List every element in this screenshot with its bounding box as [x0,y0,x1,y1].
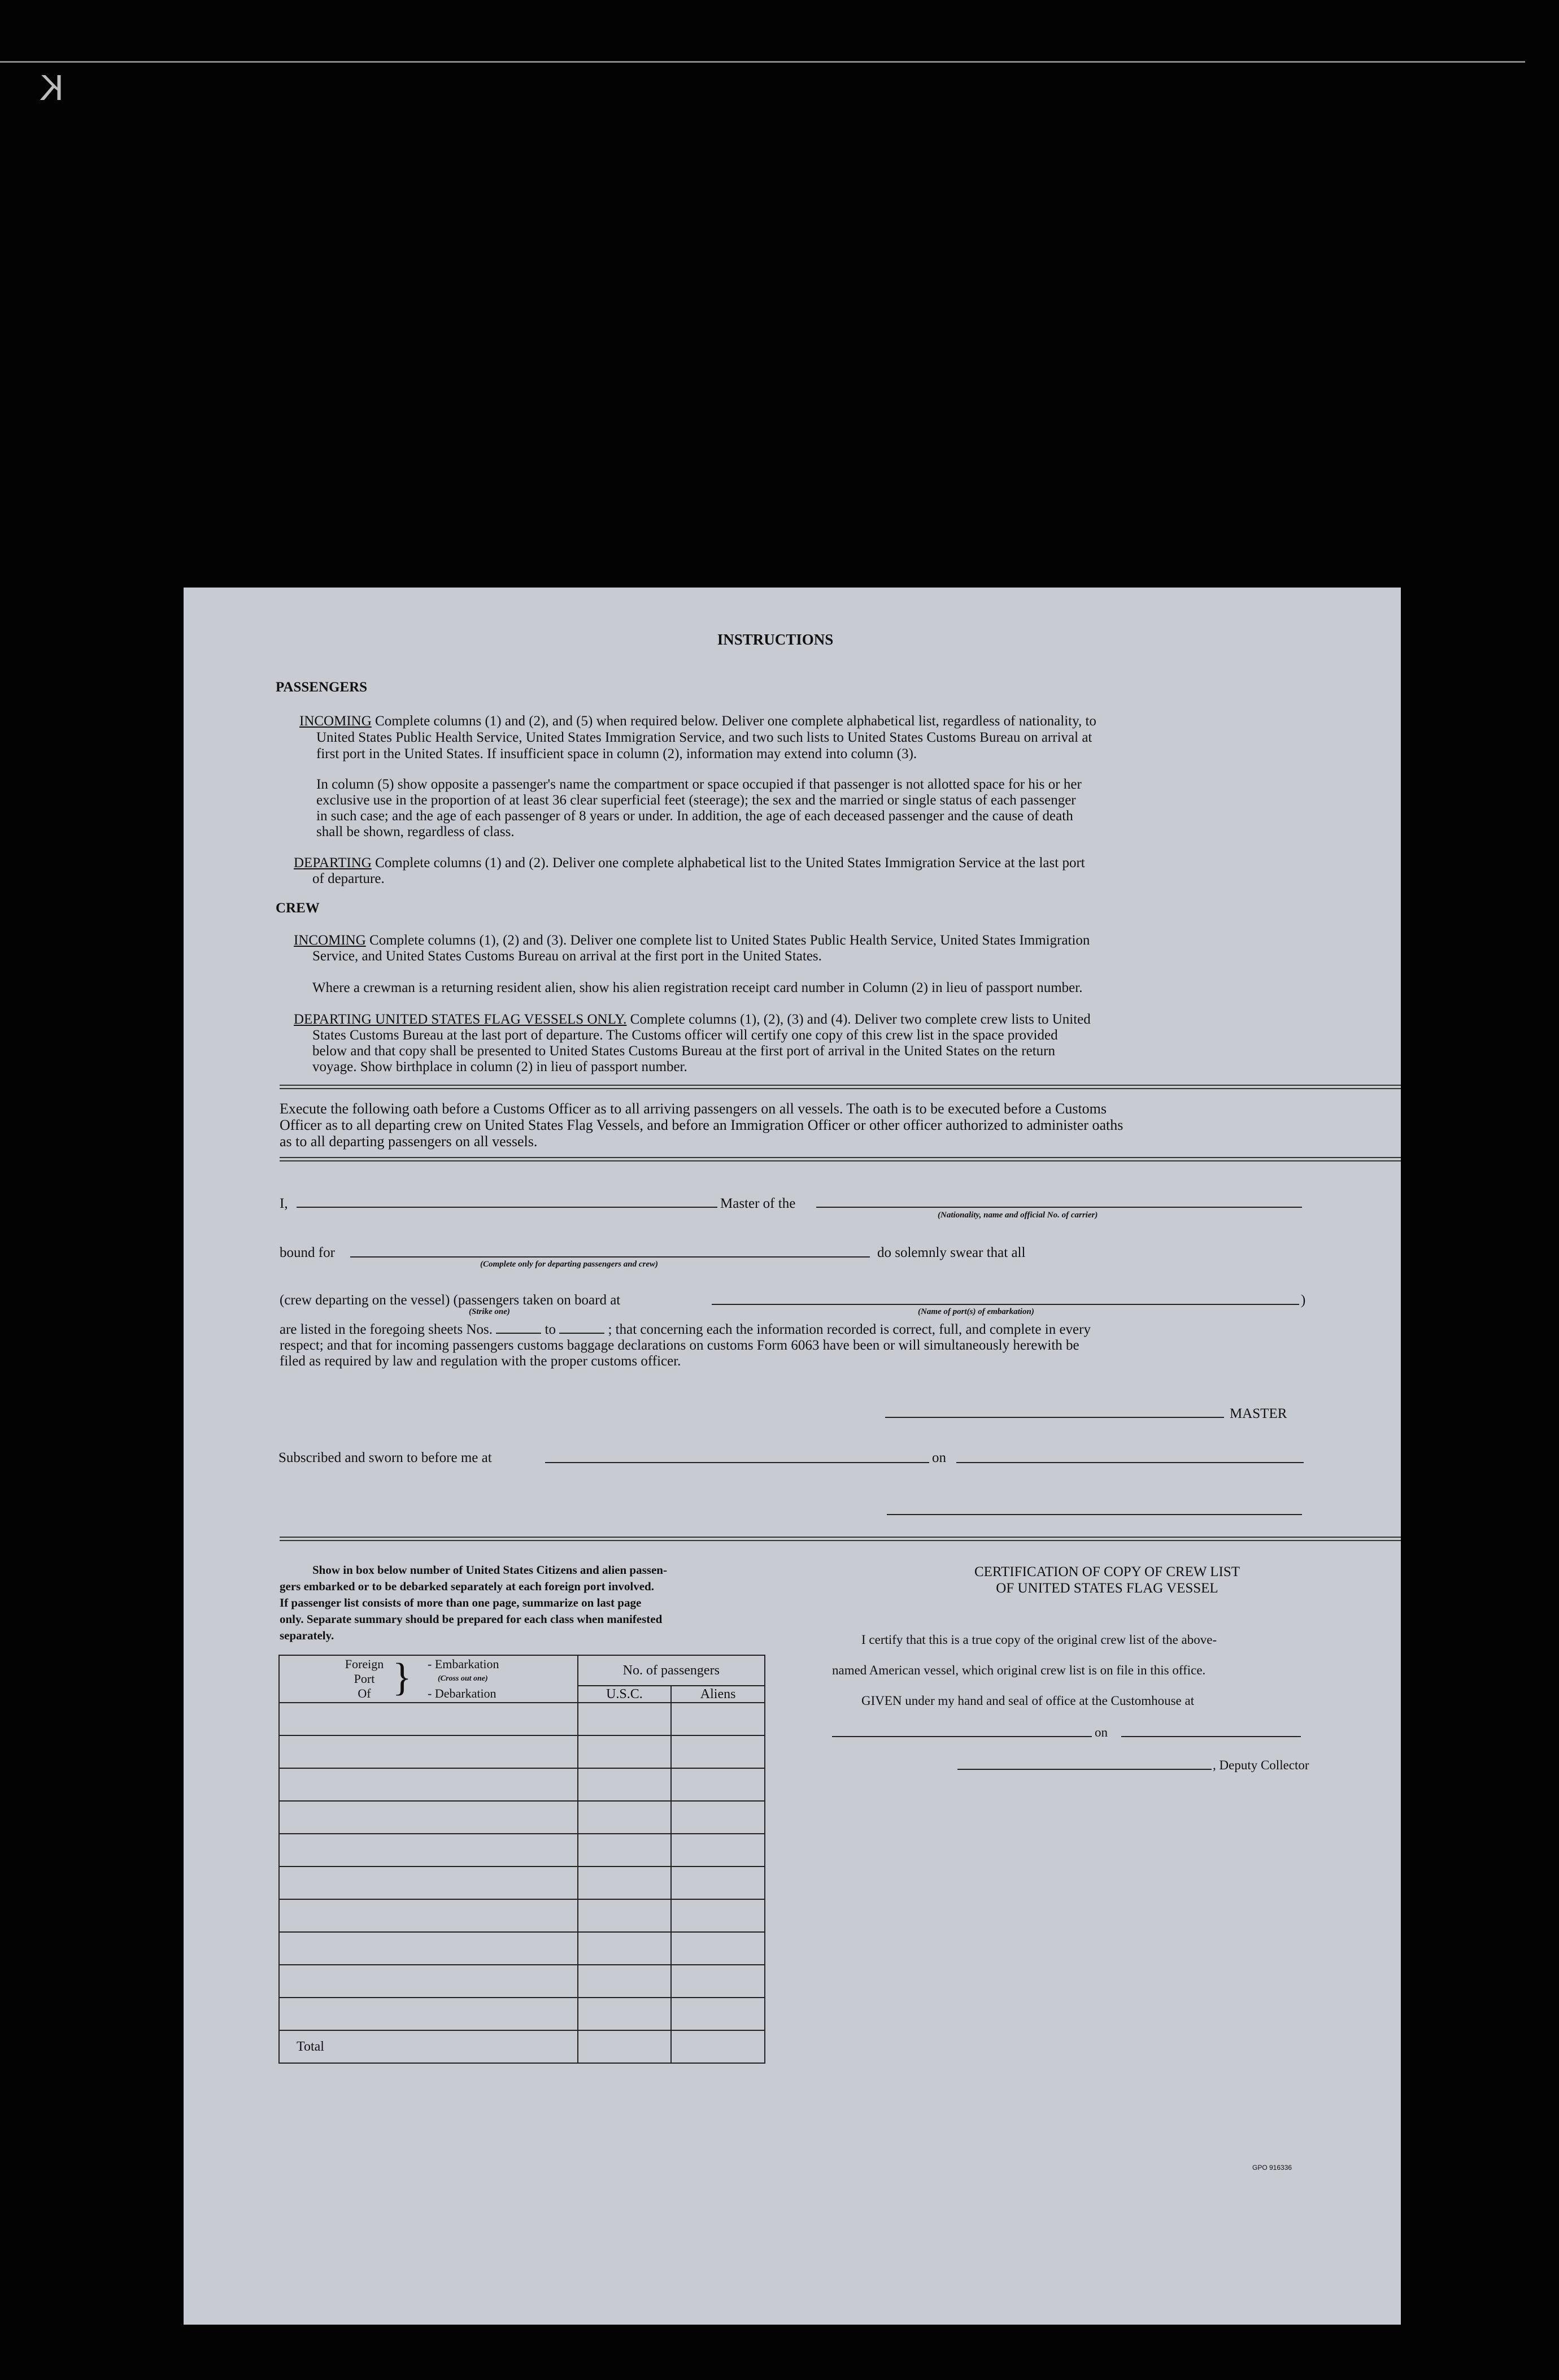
sworn-place-field[interactable] [545,1462,929,1463]
divider [280,1157,1401,1161]
certification-line-1: I certify that this is a true copy of the original crew list of the above- [861,1633,1217,1647]
bound-for-hint: (Complete only for departing passengers and crew) [480,1260,658,1269]
aliens-cell[interactable] [671,1834,765,1866]
divider [280,1537,1401,1541]
oath-i-label: I, [280,1196,288,1211]
port-hint: (Name of port(s) of embarkation) [918,1307,1034,1316]
subscribed-on-label: on [932,1450,946,1465]
usc-cell[interactable] [578,1965,672,1998]
crew-departing-text: (crew departing on the vessel) (passengers taken on board at [280,1293,621,1308]
port-cell[interactable] [279,1801,578,1834]
usc-cell[interactable] [578,1703,672,1735]
scan-edge-line [0,61,1525,63]
port-cell[interactable] [279,1834,578,1866]
aliens-cell[interactable] [671,1998,765,2030]
aliens-cell[interactable] [671,1866,765,1899]
column5-text-4: shall be shown, regardless of class. [316,824,515,839]
aliens-cell[interactable] [671,1932,765,1965]
table-row [279,1932,765,1965]
table-row [279,1703,765,1735]
master-signature-field[interactable] [885,1417,1224,1418]
port-cell[interactable] [279,1866,578,1899]
oath-intro-1: Execute the following oath before a Customs Officer as to all arriving passengers on all vessels. The oath is to be executed before a Customs [280,1100,1107,1117]
brace: } [393,1656,412,1699]
passengers-incoming-line-1 [299,713,1096,729]
usc-cell[interactable] [578,1834,672,1866]
bound-for-field[interactable] [350,1256,870,1258]
listed-line-1 [280,1321,1091,1338]
nationality-hint: (Nationality, name and official No. of carrier) [938,1211,1098,1220]
page-title: INSTRUCTIONS [717,631,834,648]
port-cell[interactable] [279,1998,578,2030]
carrier-field[interactable] [816,1207,1302,1208]
customhouse-field[interactable] [832,1736,1092,1737]
port-cell[interactable] [279,1965,578,1998]
of-label: Of [358,1686,371,1700]
passengers-departing-text-2: of departure. [312,871,385,886]
table-row [279,1834,765,1866]
aliens-cell[interactable] [671,1965,765,1998]
crew-departing-text-1: Complete columns (1), (2), (3) and (4). Deliver two complete crew lists to United [630,1012,1091,1027]
port-cell[interactable] [279,1932,578,1965]
usc-cell[interactable] [578,1998,672,2030]
oath-intro-3: as to all departing passengers on all vessels. [280,1133,538,1150]
usc-cell[interactable] [578,1735,672,1768]
listed-text-1b: to [545,1322,556,1337]
listed-text-1a: are listed in the foregoing sheets Nos. [280,1322,493,1337]
aliens-total-cell[interactable] [671,2030,765,2063]
crew-departing-line-1 [294,1011,1091,1028]
table-row [279,1965,765,1998]
aliens-cell[interactable] [671,1703,765,1735]
foreign-port-header [279,1655,578,1703]
certification-on: on [1095,1725,1108,1739]
column5-text-3: in such case; and the age of each passenger of 8 years or under. In addition, the age of each deceased passenger and the cause of death [316,808,1073,824]
usc-total-cell[interactable] [578,2030,672,2063]
debarkation-label[interactable]: - Debarkation [428,1686,497,1700]
passengers-incoming-text-2: United States Public Health Service, United States Immigration Service, and two such lists to United States Customs Bureau on arrival at [316,730,1092,745]
column5-text-1: In column (5) show opposite a passenger's name the compartment or space occupied if that passenger is not allotted space for his or her [316,777,1082,792]
aliens-cell[interactable] [671,1735,765,1768]
aliens-cell[interactable] [671,1899,765,1932]
table-row [279,1998,765,2030]
deputy-signature-field[interactable] [957,1769,1212,1770]
crew-incoming-text-2: Service, and United States Customs Bureau on arrival at the first port in the United States. [312,948,822,964]
summary-table [278,1655,765,2064]
crew-departing-label: DEPARTING UNITED STATES FLAG VESSELS ONLY. [294,1012,627,1027]
crew-incoming-text-1: Complete columns (1), (2) and (3). Deliver one complete list to United States Public Health Service, United States Immigration [369,933,1090,948]
table-row [279,1735,765,1768]
usc-cell[interactable] [578,1768,672,1801]
listed-text-1c: ; that concerning each the information recorded is correct, full, and complete in every [608,1322,1091,1337]
oath-intro-2: Officer as to all departing crew on United States Flag Vessels, and before an Immigration Officer or other officer authorized to administer oaths [280,1117,1123,1133]
table-row [279,1768,765,1801]
swear-text: do solemnly swear that all [877,1245,1026,1260]
form-page [184,588,1401,2325]
port-cell[interactable] [279,1768,578,1801]
certification-given: GIVEN under my hand and seal of office at the Customhouse at [861,1694,1195,1708]
gpo-number: GPO 916336 [1252,2164,1292,2172]
total-row [279,2030,765,2063]
passengers-departing-label: DEPARTING [294,855,372,871]
usc-cell[interactable] [578,1932,672,1965]
crew-incoming-line-1 [294,932,1090,948]
usc-header: U.S.C. [578,1686,672,1703]
port-label: Port [354,1672,375,1686]
crew-incoming-label: INCOMING [294,933,366,948]
passengers-incoming-text-3: first port in the United States. If insufficient space in column (2), information may extend into column (3). [316,746,917,762]
passengers-incoming-label: INCOMING [299,713,372,729]
master-name-field[interactable] [297,1207,717,1208]
listed-line-3: filed as required by law and regulation with the proper customs officer. [280,1354,681,1369]
divider [280,1085,1401,1089]
cross-out-hint: (Cross out one) [438,1674,488,1683]
aliens-cell[interactable] [671,1801,765,1834]
foreign-label: Foreign [345,1657,384,1671]
strike-one-hint: (Strike one) [469,1307,510,1316]
master-of-the-label: Master of the [720,1196,796,1211]
usc-cell[interactable] [578,1866,672,1899]
table-row [279,1866,765,1899]
passengers-heading: PASSENGERS [276,680,368,695]
sheet-from-field[interactable] [496,1322,541,1334]
crew-departing-text-3: below and that copy shall be presented to United States Customs Bureau at the first port of arrival in the United States on the return [312,1043,1055,1059]
certification-title-1: CERTIFICATION OF COPY OF CREW LIST [974,1564,1240,1580]
table-row [279,1801,765,1834]
usc-cell[interactable] [578,1801,672,1834]
summary-intro-4: only. Separate summary should be prepared for each class when manifested [280,1612,663,1626]
column5-text-2: exclusive use in the proportion of at least 36 clear superficial feet (steerage); the sex and the married or single status of each passenger [316,793,1076,808]
crew-heading: CREW [276,900,320,916]
summary-intro-1: Show in box below number of United States Citizens and alien passen- [312,1563,667,1577]
certification-line-2: named American vessel, which original crew list is on file in this office. [832,1663,1206,1677]
close-paren: ) [1301,1293,1306,1308]
total-label: Total [279,2030,578,2063]
deputy-collector-label: , Deputy Collector [1213,1758,1309,1772]
aliens-header: Aliens [671,1686,765,1703]
passengers-departing-line-1 [294,855,1085,871]
crew-departing-text-4: voyage. Show birthplace in column (2) in lieu of passport number. [312,1059,687,1074]
port-cell[interactable] [279,1899,578,1932]
master-label: MASTER [1230,1406,1287,1421]
passengers-incoming-text-1: Complete columns (1) and (2), and (5) when required below. Deliver one complete alphabetical list, regardless of nationality, to [375,713,1096,729]
embarkation-port-field[interactable] [712,1304,1299,1305]
sheet-to-field[interactable] [559,1322,604,1334]
table-row [279,1899,765,1932]
passengers-departing-text-1: Complete columns (1) and (2). Deliver one complete alphabetical list to the United States Immigration Service at the last port [375,855,1085,871]
port-cell[interactable] [279,1735,578,1768]
crew-departing-text-2: States Customs Bureau at the last port of departure. The Customs officer will certify one copy of this crew list in the space provided [312,1028,1058,1043]
summary-intro-2: gers embarked or to be debarked separately at each foreign port involved. [280,1580,654,1593]
summary-intro-5: separately. [280,1629,334,1642]
corner-mark: K [40,67,64,108]
officer-signature-field[interactable] [887,1514,1302,1515]
no-of-passengers-header: No. of passengers [578,1655,765,1686]
usc-cell[interactable] [578,1899,672,1932]
summary-intro-3: If passenger list consists of more than one page, summarize on last page [280,1596,642,1609]
subscribed-label: Subscribed and sworn to before me at [278,1450,492,1465]
sworn-date-field[interactable] [956,1462,1304,1463]
aliens-cell[interactable] [671,1768,765,1801]
listed-line-2: respect; and that for incoming passengers customs baggage declarations on customs Form 6063 have been or will simultaneously herewith be [280,1338,1079,1353]
certification-date-field[interactable] [1121,1736,1301,1737]
port-cell[interactable] [279,1703,578,1735]
bound-for-label: bound for [280,1245,335,1260]
certification-title-2: OF UNITED STATES FLAG VESSEL [996,1581,1218,1596]
embarkation-label[interactable]: - Embarkation [428,1657,499,1671]
crew-resident-text: Where a crewman is a returning resident alien, show his alien registration receipt card number in Column (2) in lieu of passport number. [312,980,1083,995]
